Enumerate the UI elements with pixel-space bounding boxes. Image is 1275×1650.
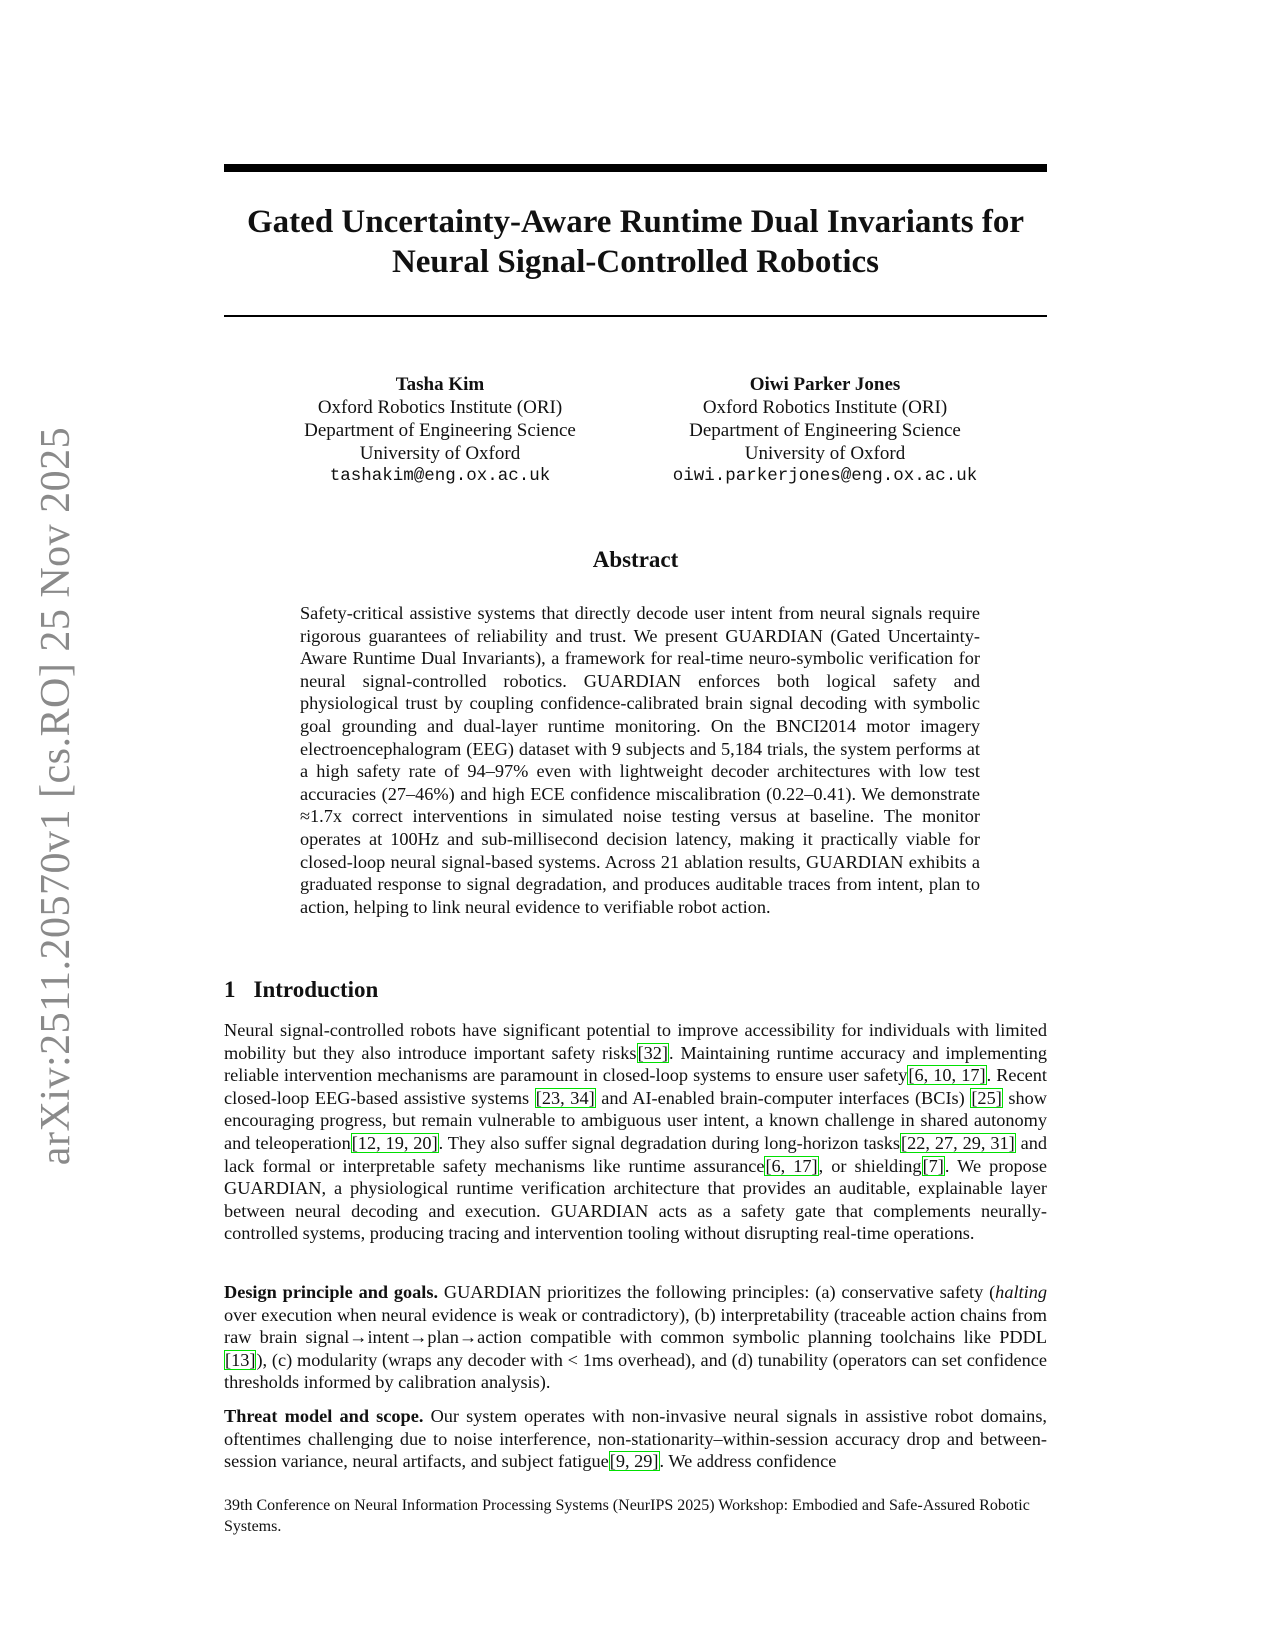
citation-link[interactable]: [25] — [971, 1087, 1002, 1108]
text-run: . They also suffer signal degradation during long-horizon tasks — [438, 1132, 901, 1153]
text-run: over execution when neural evidence is weak or contradictory), (b) interpretability (traceable action chains from raw brain signal→intent→plan→action compatible with common symbolic planning toolchains like PDDL — [224, 1304, 1047, 1348]
citation-link[interactable]: [13] — [225, 1349, 256, 1370]
paragraph-run-in-heading: Design principle and goals. — [224, 1282, 439, 1302]
citation-link[interactable]: [7] — [922, 1155, 944, 1176]
text-run: . Maintaining runtime accuracy and implementing reliable intervention mechanisms are paramount in closed-loop systems to ensure user safety — [224, 1042, 1047, 1086]
citation-link[interactable]: [6, 10, 17] — [908, 1065, 986, 1086]
author-university: University of Oxford — [744, 443, 906, 464]
paper-title — [224, 202, 1047, 282]
conference-footnote: 39th Conference on Neural Information Processing Systems (NeurIPS 2025) Workshop: Embodied and Safe-Assured Robotic Systems. — [224, 1497, 1030, 1535]
author-university: University of Oxford — [359, 443, 521, 464]
author-email[interactable]: oiwi.parkerjones@eng.ox.ac.uk — [672, 466, 978, 486]
citation-link[interactable]: [12, 19, 20] — [351, 1132, 438, 1153]
text-run: ), (c) modularity (wraps any decoder with < 1ms overhead), and (d) tunability (operators can set confidence thresholds informed by calibration analysis). — [224, 1349, 1047, 1393]
author-name: Tasha Kim — [395, 374, 485, 395]
abstract-heading: Abstract — [592, 547, 679, 572]
citation-link[interactable]: [32] — [637, 1042, 669, 1063]
text-run: GUARDIAN prioritizes the following principles: (a) conservative safety ( — [438, 1282, 996, 1302]
paper-title-line-2: Neural Signal-Controlled Robotics — [391, 244, 880, 280]
abstract-body: Safety-critical assistive systems that directly decode user intent from neural signals require rigorous guarantees of reliability and trust. We present GUARDIAN (Gated Uncertainty-Aware Runtime Dual Invariants), a framework for real-time neuro-symbolic verification for neural signal-controlled robotics. GUARDIAN enforces both logical safety and physiological trust by coupling confidence-calibrated brain signal decoding with symbolic goal grounding and dual-layer runtime monitoring. On the BNCI2014 motor imagery electroencephalogram (EEG) dataset with 9 subjects and 5,184 trials, the system performs at a high safety rate of 94–97% even with lightweight decoder architectures with low test accuracies (27–46%) and high ECE confidence miscalibration (0.22–0.41). We demonstrate ≈1.7x correct interventions in simulated noise testing versus at baseline. The monitor operates at 100Hz and sub-millisecond decision latency, making it practically viable for closed-loop neural signal-based systems. Across 21 ablation results, GUARDIAN exhibits a graduated response to signal degradation, and produces auditable traces from intent, plan to action, helping to link neural evidence to verifiable robot action. — [300, 603, 980, 917]
text-run: and lack formal or interpretable safety mechanisms like runtime assurance — [224, 1132, 1048, 1176]
title-top-rule — [224, 164, 1047, 172]
paragraph-run-in-heading: Threat model and scope. — [224, 1406, 424, 1426]
title-bottom-rule — [224, 315, 1047, 317]
section-heading-introduction — [224, 977, 378, 1003]
emphasis-text: halting — [995, 1282, 1047, 1302]
text-run: show encouraging progress, but remain vulnerable to ambiguous user intent, a known challenge in shared autonomy and teleoperation — [224, 1087, 1048, 1153]
text-run: Our system operates with non-invasive neural signals in assistive robot domains, oftentimes challenging due to noise interference, non-stationarity–within-session accuracy drop and between-session variance, neural artifacts, and subject fatigue — [224, 1406, 1047, 1472]
intro-paragraph-1 — [224, 1019, 1047, 1245]
author-name: Oiwi Parker Jones — [749, 374, 901, 395]
text-run: and AI-enabled brain-computer interfaces (BCIs) — [595, 1087, 971, 1108]
text-run: . We propose GUARDIAN, a physiological runtime verification architecture that provides an auditable, explainable layer between neural decoding and execution. GUARDIAN acts as a safety gate that complements neurally-controlled systems, producing tracing and intervention tooling without disrupting real-time operations. — [224, 1155, 1047, 1244]
section-title: Introduction — [253, 977, 379, 1002]
author-department: Department of Engineering Science — [304, 420, 576, 441]
citation-link[interactable]: [22, 27, 29, 31] — [901, 1132, 1015, 1153]
author-block-2 — [655, 373, 995, 488]
author-email[interactable]: tashakim@eng.ox.ac.uk — [329, 466, 551, 486]
author-affiliation: Oxford Robotics Institute (ORI) — [702, 397, 948, 418]
text-run: Neural signal-controlled robots have significant potential to improve accessibility for individuals with limited mobility but they also introduce important safety risks — [224, 1020, 1047, 1063]
text-run: . We address confidence — [659, 1451, 837, 1472]
citation-link[interactable]: [9, 29] — [609, 1451, 659, 1472]
paper-title-line-1: Gated Uncertainty-Aware Runtime Dual Invariants for — [247, 204, 1024, 240]
arxiv-identifier-stamp: arXiv:2511.20570v1 [cs.RO] 25 Nov 2025 — [33, 426, 79, 1166]
author-department: Department of Engineering Science — [689, 420, 961, 441]
author-affiliation: Oxford Robotics Institute (ORI) — [317, 397, 563, 418]
author-block-1 — [270, 373, 610, 488]
text-run: , or shielding — [818, 1155, 922, 1176]
citation-link[interactable]: [6, 17] — [765, 1155, 818, 1176]
intro-paragraph-threat-model — [224, 1405, 1047, 1473]
intro-paragraph-design-principles — [224, 1281, 1047, 1394]
text-run: . Recent closed-loop EEG-based assistive systems — [224, 1065, 1047, 1108]
citation-link[interactable]: [23, 34] — [535, 1087, 595, 1108]
section-number: 1 — [224, 977, 236, 1002]
